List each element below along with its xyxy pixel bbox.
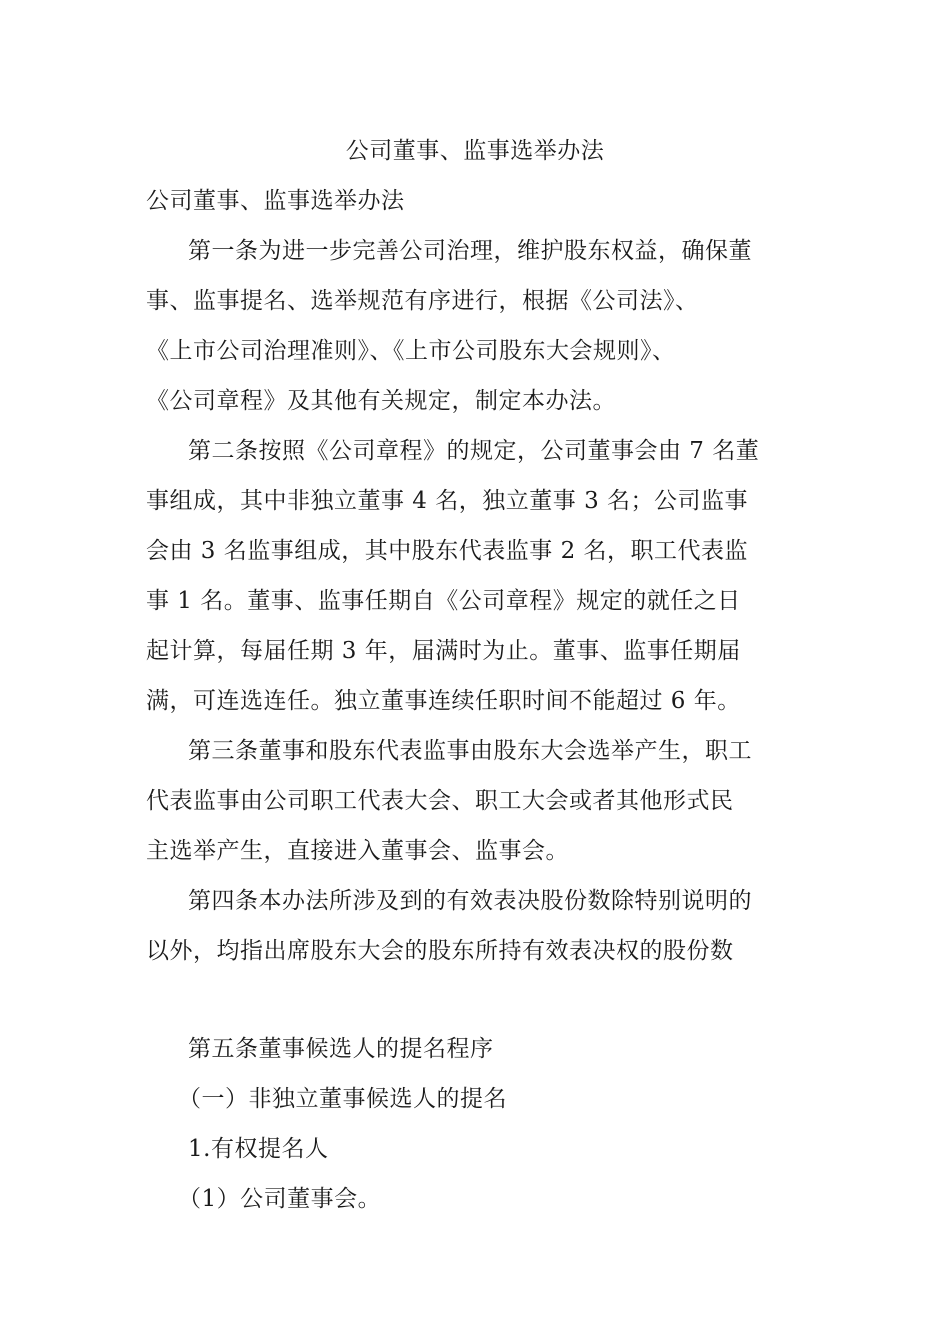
list-item: 1.有权提名人: [188, 1136, 329, 1162]
paragraph-line: 满，可连选连任。独立董事连续任职时间不能超过 6 年。: [146, 688, 741, 714]
paragraph-line: 《公司章程》及其他有关规定，制定本办法。: [146, 388, 616, 414]
document-subtitle: 公司董事、监事选举办法: [146, 188, 405, 214]
paragraph-line: 事、监事提名、选举规范有序进行，根据《公司法》、: [146, 288, 699, 314]
paragraph-line: 第一条为进一步完善公司治理，维护股东权益，确保董: [188, 238, 752, 264]
paragraph-line: 事 1 名。董事、监事任期自《公司章程》规定的就任之日: [146, 588, 741, 614]
paragraph-line: 主选举产生，直接进入董事会、监事会。: [146, 838, 569, 864]
document-title: 公司董事、监事选举办法: [345, 138, 605, 164]
paragraph-line: 起计算，每届任期 3 年，届满时为止。董事、监事任期届: [146, 638, 741, 664]
section-heading: （一）非独立董事候选人的提名: [178, 1086, 507, 1112]
list-item: （1）公司董事会。: [178, 1186, 382, 1212]
paragraph-line: 以外，均指出席股东大会的股东所持有效表决权的股份数: [146, 938, 734, 964]
paragraph-line: 代表监事由公司职工代表大会、职工大会或者其他形式民: [146, 788, 734, 814]
paragraph-line: 会由 3 名监事组成，其中股东代表监事 2 名，职工代表监: [146, 538, 749, 564]
paragraph-line: 第三条董事和股东代表监事由股东大会选举产生，职工: [188, 738, 752, 764]
paragraph-line: 《上市公司治理准则》、《上市公司股东大会规则》、: [146, 338, 676, 364]
paragraph-line: 第二条按照《公司章程》的规定，公司董事会由 7 名董: [188, 438, 760, 464]
paragraph-line: 事组成，其中非独立董事 4 名，独立董事 3 名；公司监事: [146, 488, 749, 514]
paragraph-line: 第四条本办法所涉及到的有效表决股份数除特别说明的: [188, 888, 752, 914]
article-heading: 第五条董事候选人的提名程序: [188, 1036, 494, 1062]
